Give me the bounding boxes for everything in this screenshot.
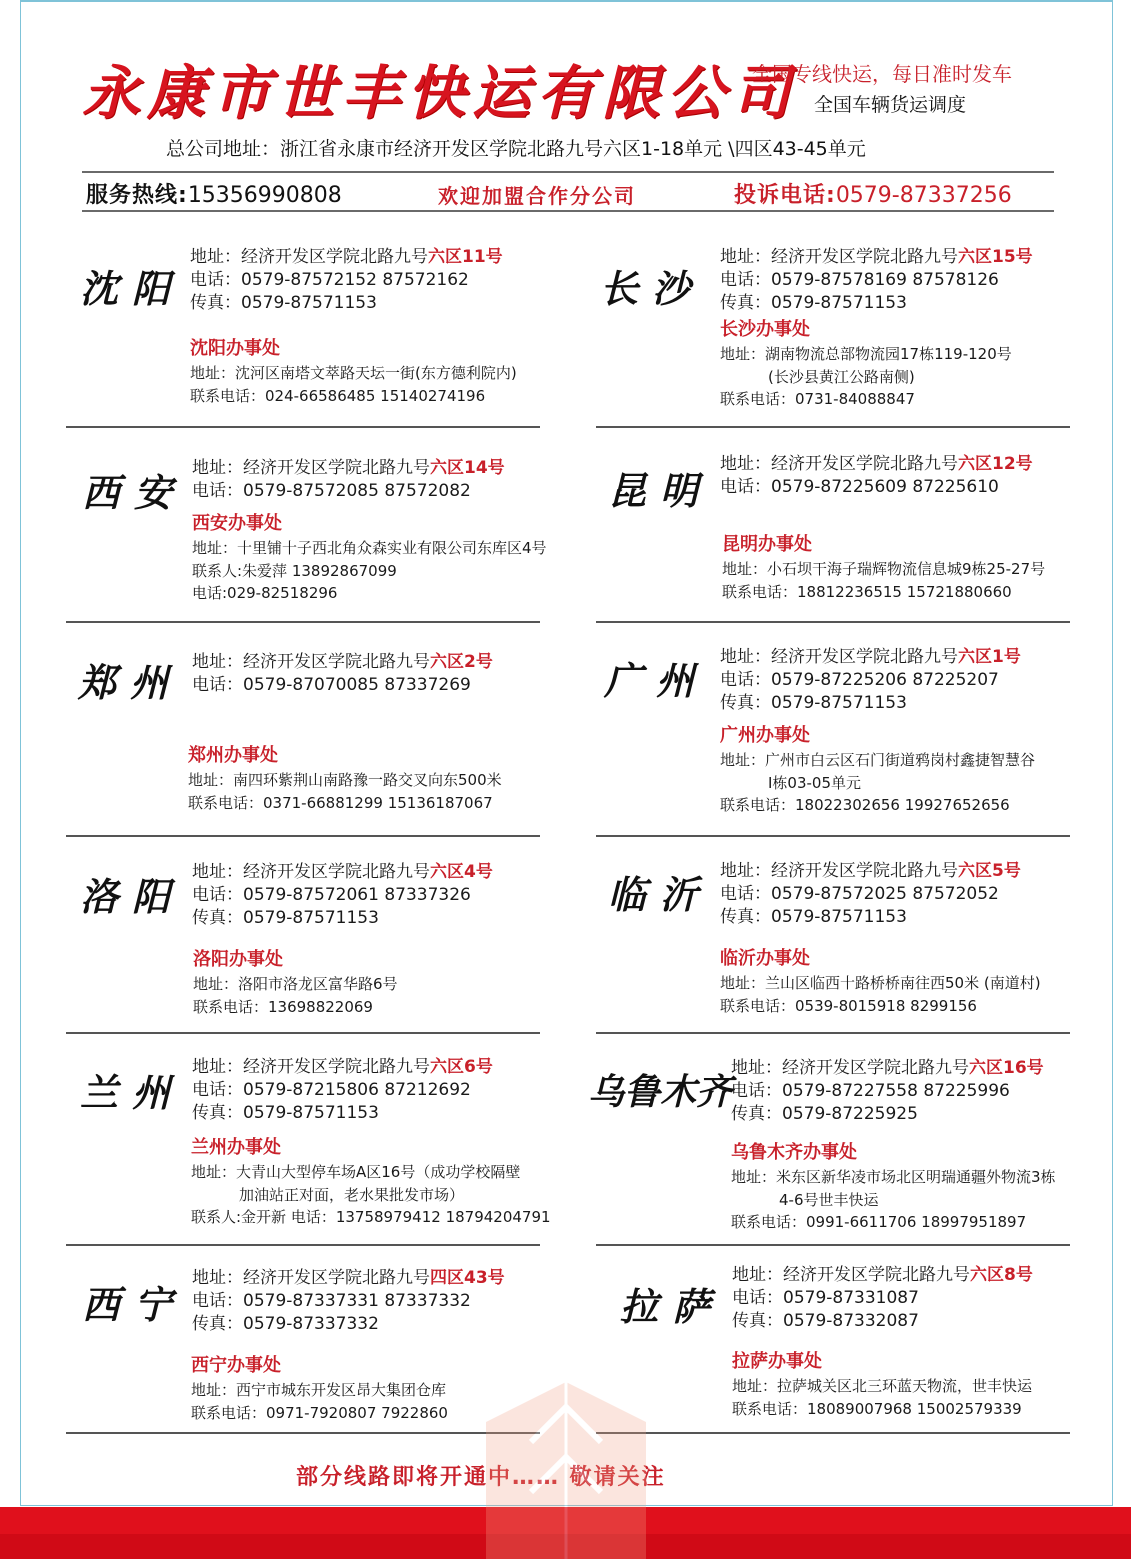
office-phone: 联系电话：024-66586485 15140274196 [190, 386, 486, 405]
office-zhengzhou [188, 743, 502, 814]
office-address: 地址：小石坝干海子瑞辉物流信息城9栋25-27号 [722, 560, 1046, 578]
branch-fax: 传真：0579-87225925 [731, 1104, 918, 1124]
office-luoyang [193, 947, 398, 1018]
branch-phone: 电话：0579-87331087 [732, 1288, 919, 1308]
branch-address: 地址：经济开发区学院北路九号 [192, 458, 430, 478]
branch-phone: 电话：0579-87572085 87572082 [192, 481, 471, 501]
branch-unit: 六区12号 [958, 454, 1033, 474]
office-title: 郑州办事处 [188, 745, 278, 766]
row-divider [66, 1244, 540, 1246]
office-title: 洛阳办事处 [193, 949, 283, 970]
branch-address: 地址：经济开发区学院北路九号 [731, 1058, 969, 1078]
branch-fax: 传真：0579-87571153 [720, 693, 907, 713]
branch-unit: 六区5号 [958, 861, 1021, 881]
row-divider [596, 835, 1070, 837]
branch-unit: 六区15号 [958, 247, 1033, 267]
office-address: 地址：兰山区临西十路桥桥南往西50米 (南道村) [720, 974, 1041, 992]
office-title: 拉萨办事处 [732, 1351, 822, 1372]
branch-phone: 电话：0579-87578169 87578126 [720, 270, 999, 290]
join-invitation: 欢迎加盟合作分公司 [438, 184, 636, 208]
office-lanzhou [191, 1135, 551, 1229]
footer-note: 部分线路即将开通中…… 敬请关注 [296, 1465, 666, 1490]
branch-phone: 电话：0579-87572025 87572052 [720, 884, 999, 904]
office-address: 地址：南四环紫荆山南路豫一路交叉向东500米 [188, 771, 502, 789]
header-divider-top [82, 171, 1054, 173]
office-address: 地址：米东区新华凌市场北区明瑞通疆外物流3栋 [731, 1168, 1056, 1186]
branch-address: 地址：经济开发区学院北路九号 [192, 1268, 430, 1288]
bottom-red-band-dark [0, 1534, 1131, 1559]
branch-info-lanzhou [192, 1056, 493, 1125]
row-divider [596, 426, 1070, 428]
branch-phone: 电话：0579-87215806 87212692 [192, 1080, 471, 1100]
branch-info-zhengzhou [192, 651, 493, 697]
office-title: 沈阳办事处 [190, 338, 280, 359]
office-shenyang [190, 336, 517, 407]
complaint-phone [734, 178, 1012, 209]
office-title: 兰州办事处 [191, 1137, 281, 1158]
branch-address: 地址：经济开发区学院北路九号 [192, 862, 430, 882]
office-address: 地址：广州市白云区石门街道鸦岗村鑫捷智慧谷 [720, 751, 1036, 769]
branch-unit: 六区6号 [430, 1057, 493, 1077]
branch-fax: 传真：0579-87571153 [720, 293, 907, 313]
branch-info-luoyang [192, 861, 493, 930]
city-name-xining: 西宁 [82, 1282, 187, 1327]
branch-fax: 传真：0579-87337332 [192, 1314, 379, 1334]
branch-unit: 六区1号 [958, 647, 1021, 667]
office-urumqi [731, 1140, 1056, 1234]
branch-fax: 传真：0579-87571153 [192, 1103, 379, 1123]
city-name-luoyang: 洛阳 [80, 874, 185, 919]
city-name-urumqi: 乌鲁木齐 [588, 1071, 733, 1113]
office-address-cont: 4-6号世丰快运 [779, 1190, 879, 1209]
row-divider [66, 426, 540, 428]
row-divider [596, 1244, 1070, 1246]
office-kunming [722, 532, 1045, 603]
branch-info-changsha [720, 246, 1033, 315]
city-name-linyi: 临沂 [608, 872, 713, 917]
office-phone: 联系电话：0971-7920807 7922860 [191, 1403, 448, 1422]
city-name-zhengzhou: 郑州 [78, 660, 183, 705]
city-name-shenyang: 沈阳 [80, 266, 185, 311]
row-divider [596, 1432, 1070, 1434]
slogan-primary: 全国专线快运，每日准时发车 [752, 62, 1012, 86]
branch-info-xian [192, 457, 505, 503]
branch-address: 地址：经济开发区学院北路九号 [192, 652, 430, 672]
city-name-guangzhou: 广州 [604, 658, 709, 703]
branch-phone: 电话：0579-87225609 87225610 [720, 477, 999, 497]
office-xian [192, 511, 547, 605]
branch-unit: 六区4号 [430, 862, 493, 882]
office-address: 地址：沈河区南塔文萃路天坛一街(东方德利院内) [190, 364, 517, 382]
branch-address: 地址：经济开发区学院北路九号 [720, 861, 958, 881]
city-name-changsha: 长沙 [600, 266, 705, 311]
branch-phone: 电话：0579-87225206 87225207 [720, 670, 999, 690]
branch-info-shenyang [190, 246, 503, 315]
office-address: 地址：湖南物流总部物流园17栋119-120号 [720, 345, 1012, 363]
office-contact: 联系人:金开新 电话：13758979412 18794204791 [191, 1208, 551, 1226]
office-address-cont: 加油站正对面，老水果批发市场） [239, 1185, 465, 1204]
office-title: 乌鲁木齐办事处 [731, 1142, 857, 1163]
branch-fax: 传真：0579-87571153 [190, 293, 377, 313]
branch-address: 地址：经济开发区学院北路九号 [720, 247, 958, 267]
company-title: 永康市世丰快运有限公司 [82, 59, 798, 127]
office-address-cont: (长沙县黄江公路南侧) [768, 367, 915, 386]
office-title: 临沂办事处 [720, 948, 810, 969]
office-phone: 联系电话：0991-6611706 18997951897 [731, 1213, 1027, 1231]
office-guangzhou [720, 723, 1035, 817]
row-divider [66, 621, 540, 623]
branch-address: 地址：经济开发区学院北路九号 [732, 1265, 970, 1285]
office-title: 西安办事处 [192, 513, 282, 534]
office-phone: 联系电话：0371-66881299 15136187067 [188, 793, 493, 812]
office-address-cont: I栋03-05单元 [768, 773, 862, 792]
office-address: 地址：拉萨城关区北三环蓝天物流，世丰快运 [732, 1377, 1033, 1395]
office-phone: 联系电话：18089007968 15002579339 [732, 1399, 1022, 1418]
office-title: 广州办事处 [720, 725, 810, 746]
office-address: 地址：洛阳市洛龙区富华路6号 [193, 975, 398, 993]
branch-address: 地址：经济开发区学院北路九号 [720, 647, 958, 667]
branch-info-linyi [720, 860, 1021, 929]
branch-fax: 传真：0579-87332087 [732, 1311, 919, 1331]
office-phone: 联系电话：0731-84088847 [720, 390, 915, 408]
office-phone: 联系电话：13698822069 [193, 997, 373, 1016]
row-divider [596, 621, 1070, 623]
office-phone: 电话:029-82518296 [192, 584, 338, 602]
office-address: 地址：西宁市城东开发区昂大集团仓库 [191, 1381, 447, 1399]
branch-address: 地址：经济开发区学院北路九号 [190, 247, 428, 267]
branch-fax: 传真：0579-87571153 [720, 907, 907, 927]
office-title: 西宁办事处 [191, 1355, 281, 1376]
branch-info-guangzhou [720, 646, 1021, 715]
branch-info-kunming [720, 453, 1033, 499]
office-changsha [720, 317, 1012, 411]
branch-phone: 电话：0579-87337331 87337332 [192, 1291, 471, 1311]
complaint-number: 0579-87337256 [835, 183, 1012, 208]
office-title: 长沙办事处 [720, 319, 810, 340]
office-title: 昆明办事处 [722, 534, 812, 555]
city-name-lanzhou: 兰州 [80, 1070, 185, 1115]
branch-address: 地址：经济开发区学院北路九号 [720, 454, 958, 474]
hotline-number: 15356990808 [187, 183, 342, 208]
branch-phone: 电话：0579-87572061 87337326 [192, 885, 471, 905]
row-divider [66, 1432, 540, 1434]
branch-unit: 六区14号 [430, 458, 505, 478]
branch-address: 地址：经济开发区学院北路九号 [192, 1057, 430, 1077]
office-linyi [720, 946, 1041, 1017]
branch-info-urumqi [731, 1057, 1044, 1126]
complaint-label: 投诉电话: [734, 183, 836, 208]
branch-phone: 电话：0579-87572152 87572162 [190, 270, 469, 290]
branch-info-xining [192, 1267, 505, 1336]
office-xining [191, 1353, 448, 1424]
service-hotline [86, 178, 342, 209]
city-name-kunming: 昆明 [608, 468, 713, 513]
office-phone: 联系电话：18022302656 19927652656 [720, 796, 1010, 814]
office-contact: 联系人:朱爱萍 13892867099 [192, 561, 397, 580]
header-divider-bottom [82, 210, 1054, 212]
branch-unit: 六区8号 [970, 1265, 1033, 1285]
branch-fax: 传真：0579-87571153 [192, 908, 379, 928]
branch-unit: 六区2号 [430, 652, 493, 672]
branch-unit: 六区11号 [428, 247, 503, 267]
branch-phone: 电话：0579-87070085 87337269 [192, 675, 471, 695]
row-divider [596, 1032, 1070, 1034]
city-name-lhasa: 拉萨 [620, 1284, 725, 1329]
city-name-xian: 西安 [82, 470, 187, 515]
office-phone: 联系电话：18812236515 15721880660 [722, 582, 1012, 601]
hotline-label: 服务热线: [86, 183, 188, 208]
office-address: 地址：十里铺十子西北角众森实业有限公司东库区4号 [192, 539, 547, 557]
office-lhasa [732, 1349, 1032, 1420]
branch-unit: 六区16号 [969, 1058, 1044, 1078]
slogan-secondary: 全国车辆货运调度 [814, 94, 967, 116]
office-phone: 联系电话：0539-8015918 8299156 [720, 996, 977, 1015]
hq-address: 总公司地址：浙江省永康市经济开发区学院北路九号六区1-18单元 \四区43-45单元 [166, 138, 866, 160]
branch-unit: 四区43号 [430, 1268, 505, 1288]
branch-phone: 电话：0579-87227558 87225996 [731, 1081, 1010, 1101]
office-address: 地址：大青山大型停车场A区16号（成功学校隔壁 [191, 1163, 521, 1181]
row-divider [66, 1032, 540, 1034]
branch-info-lhasa [732, 1264, 1033, 1333]
row-divider [66, 835, 540, 837]
